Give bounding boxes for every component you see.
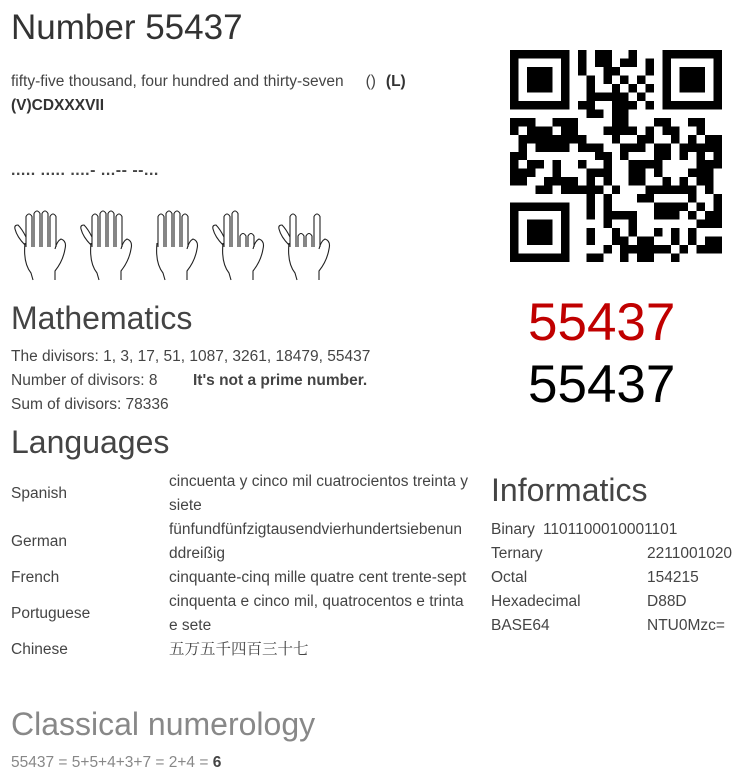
language-row	[11, 590, 471, 638]
divisor-sum: Sum of divisors: 78336	[11, 396, 169, 413]
prime-status: It's not a prime number.	[193, 372, 368, 389]
numerology-sum: 55437 = 5+5+4+3+7 = 2+4 =	[11, 754, 213, 771]
roman-numeral: (L)(V)CDXXXVII	[11, 73, 406, 114]
numerology-result: 6	[212, 754, 222, 771]
hand-seven-icon	[275, 203, 335, 281]
language-value: 五万五千四百三十七	[169, 641, 309, 658]
language-name: French	[11, 569, 60, 586]
info-row-base64	[491, 614, 746, 638]
pronunciation-parens: ()	[365, 73, 376, 90]
number-in-words	[11, 70, 481, 118]
language-name: German	[11, 533, 67, 550]
language-value: fünfundfünfzigtausendvierhundertsiebenunddreißig	[169, 521, 463, 562]
info-key: BASE64	[491, 617, 550, 634]
divisors-list: The divisors: 1, 3, 17, 51, 1087, 3261, 18479, 55437	[11, 348, 371, 365]
info-value: 154215	[647, 569, 699, 586]
number-black-display: 55437	[528, 355, 676, 414]
info-value: D88D	[647, 593, 687, 610]
info-value: NTU0Mzc=	[647, 617, 725, 634]
languages-table	[11, 470, 471, 662]
number-red-display: 55437	[528, 293, 676, 352]
sign-language-hands	[11, 203, 336, 281]
numerology-heading: Classical numerology	[11, 706, 316, 742]
informatics-table	[491, 518, 746, 638]
info-row-octal	[491, 566, 746, 590]
numerology-formula	[11, 754, 221, 772]
language-row	[11, 638, 471, 662]
language-name: Spanish	[11, 485, 68, 502]
info-value: 2211001020	[647, 545, 733, 562]
language-row	[11, 518, 471, 566]
hand-five-icon	[77, 203, 137, 281]
language-value: cincuenta y cinco mil cuatrocientos treinta y siete	[169, 473, 468, 514]
language-row	[11, 566, 471, 590]
hand-five-icon	[11, 203, 71, 281]
page-title: Number 55437	[11, 8, 243, 47]
info-row-hexadecimal	[491, 590, 746, 614]
language-name: Chinese	[11, 641, 68, 658]
hand-three-icon	[209, 203, 269, 281]
info-row-binary	[491, 518, 746, 542]
hand-four-icon	[143, 203, 203, 281]
language-row	[11, 470, 471, 518]
info-key: Binary	[491, 521, 535, 538]
morse-code: ..... ..... ....- ...-- --...	[11, 162, 159, 179]
language-value: cinquenta e cinco mil, quatrocentos e trinta e sete	[169, 593, 464, 634]
languages-heading: Languages	[11, 424, 170, 460]
info-key: Hexadecimal	[491, 593, 581, 610]
divisor-count: Number of divisors: 8	[11, 372, 158, 389]
mathematics-heading: Mathematics	[11, 300, 193, 336]
english-words: fifty-five thousand, four hundred and thirty-seven	[11, 73, 344, 90]
info-key: Ternary	[491, 545, 543, 562]
info-key: Octal	[491, 569, 528, 586]
language-value: cinquante-cinq mille quatre cent trente-sept	[169, 569, 467, 586]
info-row-ternary	[491, 542, 746, 566]
info-value: 1101100010001101	[542, 521, 678, 538]
informatics-heading: Informatics	[491, 472, 648, 508]
qr-code	[510, 50, 722, 262]
language-name: Portuguese	[11, 605, 91, 622]
